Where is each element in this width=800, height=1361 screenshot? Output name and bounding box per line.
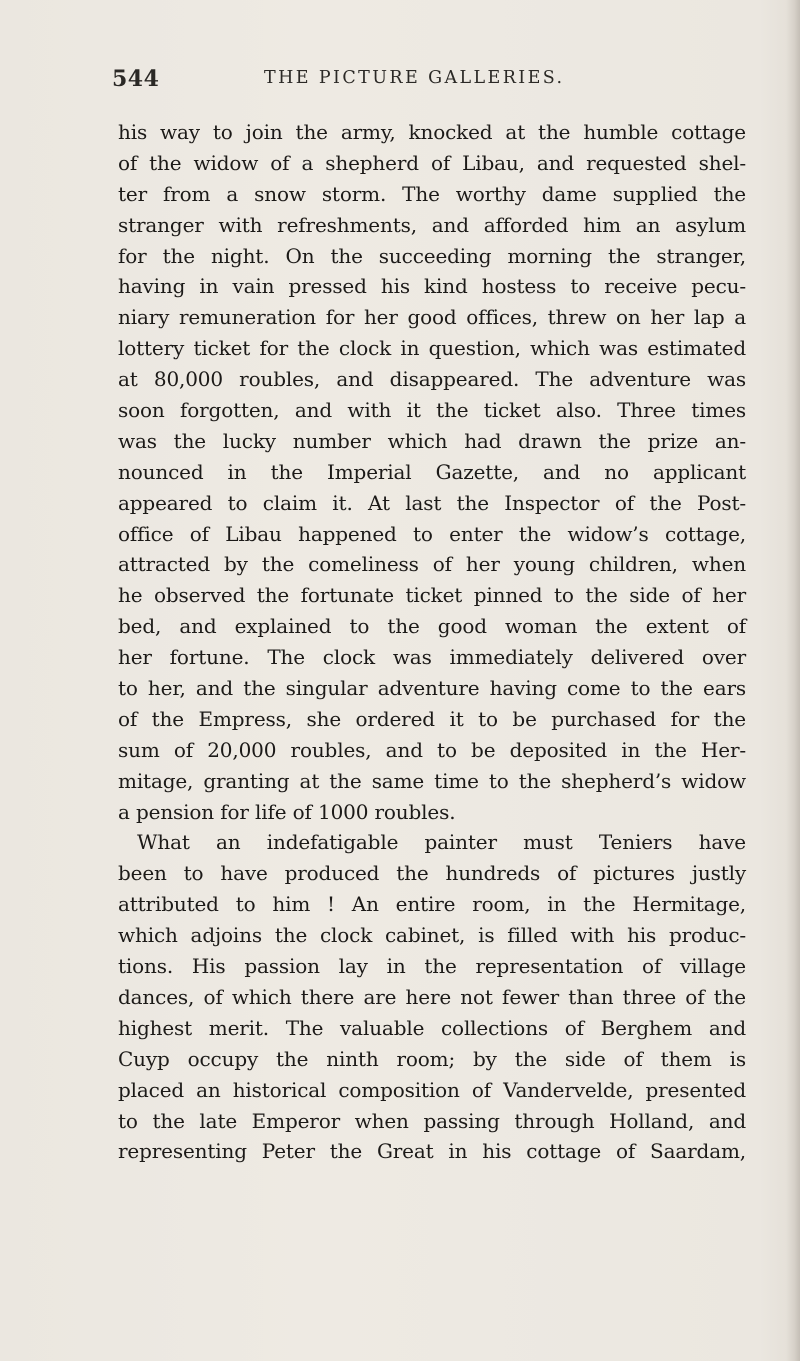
text-line: appeared to claim it. At last the Inspector of the Post- — [118, 490, 746, 515]
text-line: ter from a snow storm. The worthy dame supplied the — [118, 181, 746, 206]
running-title: THE PICTURE GALLERIES. — [264, 68, 565, 88]
text-line: highest merit. The valuable collections of Berghem and — [118, 1015, 746, 1040]
text-line: nounced in the Imperial Gazette, and no applicant — [118, 459, 746, 484]
text-line: having in vain pressed his kind hostess to receive pecu- — [118, 274, 746, 299]
text-line: of the widow of a shepherd of Libau, and requested shel- — [118, 150, 746, 175]
text-line: sum of 20,000 roubles, and to be deposited in the Her- — [118, 737, 746, 762]
text-line: at 80,000 roubles, and disappeared. The adventure was — [118, 367, 746, 392]
text-line: was the lucky number which had drawn the prize an- — [118, 428, 746, 453]
text-line: his way to join the army, knocked at the humble cottage — [118, 120, 746, 144]
text-line: lottery ticket for the clock in question, which was estimated — [118, 336, 746, 361]
body-text — [118, 117, 746, 1167]
text-line: to the late Emperor when passing through Holland, and — [118, 1108, 746, 1133]
text-line: bed, and explained to the good woman the extent of — [118, 614, 746, 639]
text-line: representing Peter the Great in his cottage of Saardam, — [118, 1139, 746, 1164]
text-line: her fortune. The clock was immediately delivered over — [118, 645, 746, 670]
text-line: What an indefatigable painter must Teniers have — [137, 830, 746, 855]
text-line: soon forgotten, and with it the ticket also. Three times — [118, 398, 746, 423]
text-line: placed an historical composition of Vandervelde, presented — [118, 1077, 746, 1102]
text-line: Cuyp occupy the ninth room; by the side of them is — [118, 1046, 746, 1071]
text-line: a pension for life of 1000 roubles. — [118, 799, 456, 824]
text-line: attracted by the comeliness of her young children, when — [118, 552, 746, 577]
text-line: mitage, granting at the same time to the shepherd’s widow — [118, 768, 746, 793]
text-line: tions. His passion lay in the representation of village — [118, 954, 746, 979]
page-number: 544 — [112, 66, 160, 92]
text-line: been to have produced the hundreds of pictures justly — [118, 861, 746, 886]
text-line: for the night. On the succeeding morning the stranger, — [118, 243, 746, 268]
page-edge-shadow — [786, 0, 800, 1361]
text-line: dances, of which there are here not fewer than three of the — [118, 984, 746, 1009]
text-line: attributed to him ! An entire room, in the Hermitage, — [118, 892, 746, 917]
text-line: of the Empress, she ordered it to be purchased for the — [118, 706, 746, 731]
text-line: niary remuneration for her good offices, threw on her lap a — [118, 305, 746, 330]
running-head — [112, 66, 582, 98]
text-line: office of Libau happened to enter the widow’s cottage, — [118, 521, 746, 546]
text-line: to her, and the singular adventure having come to the ears — [118, 676, 746, 701]
text-line: he observed the fortunate ticket pinned to the side of her — [118, 583, 746, 608]
text-line: which adjoins the clock cabinet, is filled with his produc- — [118, 923, 746, 948]
text-line: stranger with refreshments, and afforded him an asylum — [118, 212, 746, 237]
